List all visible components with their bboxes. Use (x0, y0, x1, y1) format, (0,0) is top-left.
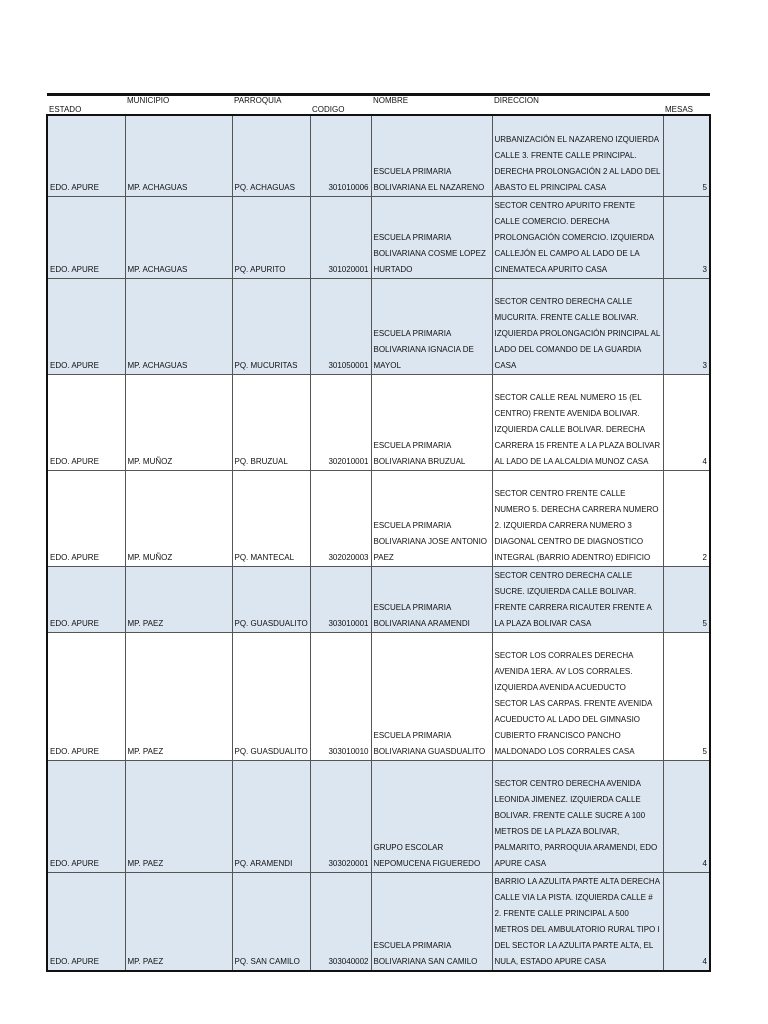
cell-nombre: ESCUELA PRIMARIA BOLIVARIANA IGNACIA DE MAYOL (371, 279, 492, 375)
header-nombre: NOMBRE (371, 95, 492, 116)
cell-codigo: 303010001 (310, 567, 371, 633)
cell-estado: EDO. APURE (47, 375, 125, 471)
cell-nombre: ESCUELA PRIMARIA BOLIVARIANA EL NAZARENO (371, 115, 492, 197)
cell-codigo: 303040002 (310, 873, 371, 972)
header-estado: ESTADO (47, 95, 125, 116)
cell-mesas: 4 (663, 375, 710, 471)
cell-municipio: MP. PAEZ (125, 633, 232, 761)
cell-parroquia: PQ. GUASDUALITO (232, 633, 310, 761)
cell-estado: EDO. APURE (47, 197, 125, 279)
header-mesas: MESAS (663, 95, 710, 116)
header-row (47, 95, 710, 116)
cell-codigo: 301050001 (310, 279, 371, 375)
header-direccion: DIRECCION (492, 95, 663, 116)
cell-municipio: MP. PAEZ (125, 567, 232, 633)
table-row (47, 873, 710, 972)
cell-municipio: MP. MUÑOZ (125, 471, 232, 567)
cell-nombre: GRUPO ESCOLAR NEPOMUCENA FIGUEREDO (371, 761, 492, 873)
cell-codigo: 303010010 (310, 633, 371, 761)
cell-mesas: 3 (663, 197, 710, 279)
cell-estado: EDO. APURE (47, 873, 125, 972)
cell-municipio: MP. MUÑOZ (125, 375, 232, 471)
table-body (47, 115, 710, 971)
cell-estado: EDO. APURE (47, 567, 125, 633)
table-header (47, 95, 710, 116)
cell-mesas: 4 (663, 873, 710, 972)
cell-direccion: BARRIO LA AZULITA PARTE ALTA DERECHA CALLE VIA LA PISTA. IZQUIERDA CALLE # 2. FRENTE CALLE PRINCIPAL A 500 METROS DEL AMBULATORIO RURAL TIPO I DEL SECTOR LA AZULITA PARTE ALTA, EL NULA, ESTADO APURE CASA (492, 873, 663, 972)
cell-direccion: SECTOR CENTRO FRENTE CALLE NUMERO 5. DERECHA CARRERA NUMERO 2. IZQUIERDA CARRERA NUMERO 3 DIAGONAL CENTRO DE DIAGNOSTICO INTEGRAL (BARRIO ADENTRO) EDIFICIO (492, 471, 663, 567)
cell-parroquia: PQ. BRUZUAL (232, 375, 310, 471)
cell-estado: EDO. APURE (47, 115, 125, 197)
cell-parroquia: PQ. MANTECAL (232, 471, 310, 567)
cell-parroquia: PQ. APURITO (232, 197, 310, 279)
cell-parroquia: PQ. ARAMENDI (232, 761, 310, 873)
cell-nombre: ESCUELA PRIMARIA BOLIVARIANA GUASDUALITO (371, 633, 492, 761)
cell-municipio: MP. PAEZ (125, 873, 232, 972)
cell-municipio: MP. ACHAGUAS (125, 197, 232, 279)
schools-table (46, 93, 711, 972)
cell-nombre: ESCUELA PRIMARIA BOLIVARIANA JOSE ANTONIO PAEZ (371, 471, 492, 567)
cell-parroquia: PQ. GUASDUALITO (232, 567, 310, 633)
table-row (47, 567, 710, 633)
cell-municipio: MP. PAEZ (125, 761, 232, 873)
cell-parroquia: PQ. MUCURITAS (232, 279, 310, 375)
cell-codigo: 303020001 (310, 761, 371, 873)
header-municipio: MUNICIPIO (125, 95, 232, 116)
table-row (47, 761, 710, 873)
cell-mesas: 2 (663, 471, 710, 567)
cell-nombre: ESCUELA PRIMARIA BOLIVARIANA COSME LOPEZ HURTADO (371, 197, 492, 279)
cell-direccion: URBANIZACIÓN EL NAZARENO IZQUIERDA CALLE 3. FRENTE CALLE PRINCIPAL. DERECHA PROLONGACIÓN 2 AL LADO DEL ABASTO EL PRINCIPAL CASA (492, 115, 663, 197)
cell-direccion: SECTOR CALLE REAL NUMERO 15 (EL CENTRO) FRENTE AVENIDA BOLIVAR. IZQUIERDA CALLE BOLIVAR. DERECHA CARRERA 15 FRENTE A LA PLAZA BOLIVAR AL LADO DE LA ALCALDIA MUNOZ CASA (492, 375, 663, 471)
cell-direccion: SECTOR CENTRO APURITO FRENTE CALLE COMERCIO. DERECHA PROLONGACIÓN COMERCIO. IZQUIERDA CALLEJÓN EL CAMPO AL LADO DE LA CINEMATECA APURITO CASA (492, 197, 663, 279)
cell-estado: EDO. APURE (47, 633, 125, 761)
cell-mesas: 4 (663, 761, 710, 873)
header-parroquia: PARROQUIA (232, 95, 310, 116)
table-row (47, 115, 710, 197)
cell-nombre: ESCUELA PRIMARIA BOLIVARIANA ARAMENDI (371, 567, 492, 633)
cell-direccion: SECTOR CENTRO DERECHA CALLE SUCRE. IZQUIERDA CALLE BOLIVAR. FRENTE CARRERA RICAUTER FRENTE A LA PLAZA BOLIVAR CASA (492, 567, 663, 633)
table-row (47, 471, 710, 567)
cell-mesas: 5 (663, 115, 710, 197)
cell-codigo: 302020003 (310, 471, 371, 567)
cell-estado: EDO. APURE (47, 471, 125, 567)
cell-estado: EDO. APURE (47, 761, 125, 873)
cell-codigo: 302010001 (310, 375, 371, 471)
cell-mesas: 5 (663, 633, 710, 761)
cell-direccion: SECTOR CENTRO DERECHA CALLE MUCURITA. FRENTE CALLE BOLIVAR. IZQUIERDA PROLONGACIÓN PRINCIPAL AL LADO DEL COMANDO DE LA GUARDIA CASA (492, 279, 663, 375)
cell-municipio: MP. ACHAGUAS (125, 115, 232, 197)
table-row (47, 633, 710, 761)
cell-nombre: ESCUELA PRIMARIA BOLIVARIANA BRUZUAL (371, 375, 492, 471)
cell-codigo: 301020001 (310, 197, 371, 279)
cell-direccion: SECTOR LOS CORRALES DERECHA AVENIDA 1ERA. AV LOS CORRALES. IZQUIERDA AVENIDA ACUEDUCTO SECTOR LAS CARPAS. FRENTE AVENIDA ACUEDUCTO AL LADO DEL GIMNASIO CUBIERTO FRANCISCO PANCHO MALDONADO LOS CORRALES CASA (492, 633, 663, 761)
cell-mesas: 5 (663, 567, 710, 633)
cell-municipio: MP. ACHAGUAS (125, 279, 232, 375)
table-row (47, 197, 710, 279)
cell-mesas: 3 (663, 279, 710, 375)
cell-direccion: SECTOR CENTRO DERECHA AVENIDA LEONIDA JIMENEZ. IZQUIERDA CALLE BOLIVAR. FRENTE CALLE SUCRE A 100 METROS DE LA PLAZA BOLIVAR, PALMARITO, PARROQUIA ARAMENDI, EDO APURE CASA (492, 761, 663, 873)
cell-parroquia: PQ. ACHAGUAS (232, 115, 310, 197)
table-row (47, 279, 710, 375)
cell-estado: EDO. APURE (47, 279, 125, 375)
header-codigo: CODIGO (310, 95, 371, 116)
cell-nombre: ESCUELA PRIMARIA BOLIVARIANA SAN CAMILO (371, 873, 492, 972)
cell-codigo: 301010006 (310, 115, 371, 197)
table-row (47, 375, 710, 471)
cell-parroquia: PQ. SAN CAMILO (232, 873, 310, 972)
